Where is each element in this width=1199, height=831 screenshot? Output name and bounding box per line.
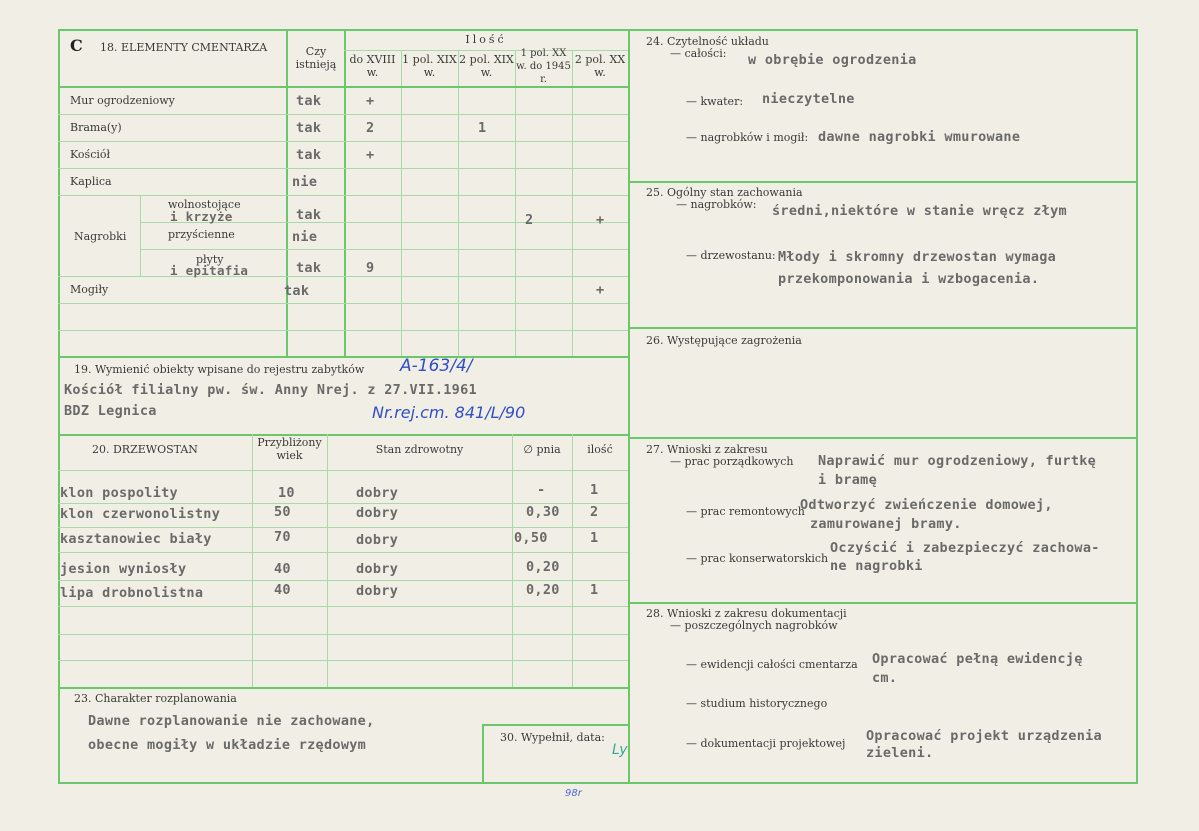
- sub-exists: tak: [296, 207, 322, 223]
- row-qty: +: [366, 93, 375, 109]
- grid-line: [58, 580, 628, 581]
- tree-health: dobry: [356, 583, 399, 599]
- register-handwritten-ref: A-163/4/: [400, 356, 473, 376]
- grid-line: [58, 434, 628, 436]
- grid-line: [286, 29, 288, 356]
- footer-mark: 98r: [565, 788, 582, 799]
- conclusion-value: Odtworzyć zwieńczenie domowej,: [800, 497, 1053, 513]
- grid-line: [58, 660, 628, 661]
- section-18-title: 18. ELEMENTY CMENTARZA: [100, 41, 268, 54]
- col-health-header: Stan zdrowotny: [375, 443, 464, 456]
- row-label: Mur ogrodzeniowy: [70, 94, 175, 107]
- documentation-value: cm.: [872, 670, 898, 686]
- mogily-label: Mogiły: [70, 283, 109, 296]
- grid-line: [58, 634, 628, 635]
- grid-line: [58, 687, 628, 689]
- sub-exists: nie: [292, 229, 318, 245]
- grid-line: [58, 276, 628, 277]
- grid-line: [58, 356, 628, 358]
- conclusion-label: — prac remontowych: [686, 505, 805, 518]
- tree-health: dobry: [356, 532, 399, 548]
- row-qty: +: [366, 147, 375, 163]
- nagrobki-label: Nagrobki: [74, 230, 127, 243]
- grid-line: [58, 330, 628, 331]
- row-qty: 2: [366, 120, 375, 136]
- condition-value: przekomponowania i wzbogacenia.: [778, 271, 1040, 287]
- readability-label: — całości:: [670, 47, 727, 60]
- readability-value: nieczytelne: [762, 91, 855, 107]
- readability-label: — kwater:: [686, 95, 744, 108]
- row-label: Kościół: [70, 148, 111, 161]
- grid-line: [58, 552, 628, 553]
- documentation-label: — poszczególnych nagrobków: [670, 619, 838, 632]
- grid-line: [58, 195, 628, 196]
- grid-line: [515, 50, 516, 356]
- grid-line: [572, 50, 573, 356]
- readability-value: w obrębie ogrodzenia: [748, 52, 917, 68]
- sub-typed-label: i epitafia: [170, 263, 249, 278]
- condition-label: — nagrobków:: [676, 198, 757, 211]
- tree-name: lipa drobnolistna: [60, 585, 204, 601]
- condition-label: — drzewostanu:: [686, 249, 776, 262]
- tree-count: 1: [590, 582, 599, 598]
- section-30-title: 30. Wypełnił, data:: [500, 731, 605, 744]
- sub-typed-label: i krzyże: [170, 209, 233, 224]
- row-exists: nie: [292, 174, 318, 190]
- col-qty-header: Ilość: [465, 33, 507, 46]
- row-exists: tak: [296, 93, 322, 109]
- period-header: 1 pol. XIX w.: [402, 53, 457, 79]
- col-exists-header: Czy istnieją: [295, 45, 337, 71]
- tree-diam: 0,30: [526, 504, 560, 520]
- grid-line: [58, 86, 628, 88]
- tree-health: dobry: [356, 485, 399, 501]
- conclusion-label: — prac porządkowych: [670, 455, 794, 468]
- mogily-exists: tak: [284, 283, 310, 299]
- period-header: do XVIII w.: [349, 53, 396, 79]
- tree-count: 1: [590, 482, 599, 498]
- readability-label: — nagrobków i mogił:: [686, 131, 809, 144]
- section-25-title: 25. Ogólny stan zachowania: [646, 186, 803, 199]
- section-letter: C: [70, 36, 83, 55]
- section-20-title: 20. DRZEWOSTAN: [92, 443, 198, 456]
- grid-line: [401, 50, 402, 356]
- documentation-label: — dokumentacji projektowej: [686, 737, 846, 750]
- section-23-title: 23. Charakter rozplanowania: [74, 692, 237, 705]
- filled-by-initials: Ly: [612, 742, 628, 758]
- grid-line: [58, 141, 628, 142]
- tree-count: 2: [590, 504, 599, 520]
- col-age-header: Przybliżony wiek: [257, 436, 322, 462]
- conclusion-value: Oczyścić i zabezpieczyć zachowa-: [830, 540, 1100, 556]
- period-header: 1 pol. XX w. do 1945 r.: [516, 48, 571, 85]
- grid-line: [58, 527, 628, 528]
- documentation-value: zieleni.: [866, 745, 934, 761]
- conclusion-value: Naprawić mur ogrodzeniowy, furtkę: [818, 453, 1097, 469]
- grid-line: [628, 602, 1138, 604]
- tree-age: 40: [274, 582, 291, 598]
- tree-name: kasztanowiec biały: [60, 531, 212, 547]
- tree-name: klon czerwonolistny: [60, 506, 221, 522]
- col-count-header: ilość: [587, 443, 613, 456]
- condition-value: Młody i skromny drzewostan wymaga: [778, 249, 1057, 265]
- grid-line: [628, 327, 1138, 329]
- sub-qty: 2: [525, 212, 534, 228]
- documentation-label: — studium historycznego: [686, 697, 828, 710]
- conclusion-value: ne nagrobki: [830, 558, 923, 574]
- grid-line: [58, 606, 628, 607]
- tree-diam: 0,20: [526, 582, 560, 598]
- grid-line: [482, 724, 484, 784]
- tree-name: klon pospolity: [60, 485, 178, 501]
- grid-line: [58, 114, 628, 115]
- tree-diam: 0,50: [514, 530, 548, 546]
- grid-line: [58, 303, 628, 304]
- grid-line: [628, 437, 1138, 439]
- sub-label: przyścienne: [168, 228, 235, 241]
- tree-diam: -: [537, 482, 546, 498]
- grid-line: [140, 249, 628, 250]
- period-header: 2 pol. XX w.: [574, 53, 626, 79]
- grid-line: [140, 195, 141, 276]
- conclusion-value: i bramę: [818, 472, 877, 488]
- grid-line: [512, 434, 513, 688]
- section-24-title: 24. Czytelność układu: [646, 35, 769, 48]
- grid-line: [327, 434, 328, 688]
- tree-age: 10: [278, 485, 295, 501]
- condition-value: średni,niektóre w stanie wręcz złym: [772, 203, 1067, 219]
- layout-line-2: obecne mogiły w układzie rzędowym: [88, 737, 367, 753]
- section-27-title: 27. Wnioski z zakresu: [646, 443, 768, 456]
- conclusion-value: zamurowanej bramy.: [810, 516, 962, 532]
- tree-age: 50: [274, 504, 291, 520]
- conclusion-label: — prac konserwatorskich: [686, 552, 829, 565]
- tree-diam: 0,20: [526, 559, 560, 575]
- tree-count: 1: [590, 530, 599, 546]
- period-header: 2 pol. XIX w.: [459, 53, 514, 79]
- grid-line: [58, 470, 628, 471]
- grid-line: [344, 50, 628, 51]
- grid-line: [458, 50, 459, 356]
- documentation-value: Opracować projekt urządzenia: [866, 728, 1102, 744]
- section-28-title: 28. Wnioski z zakresu dokumentacji: [646, 607, 847, 620]
- tree-age: 70: [274, 529, 291, 545]
- grid-line: [58, 168, 628, 169]
- section-26-title: 26. Występujące zagrożenia: [646, 334, 802, 347]
- sub-label: płyty: [196, 253, 224, 266]
- row-qty: 1: [478, 120, 487, 136]
- tree-health: dobry: [356, 505, 399, 521]
- tree-age: 40: [274, 561, 291, 577]
- register-line-1: Kościół filialny pw. św. Anny Nrej. z 27.VII.1961: [64, 382, 477, 398]
- documentation-label: — ewidencji całości cmentarza: [686, 658, 858, 671]
- main-divider: [628, 29, 630, 784]
- register-handwritten-note: Nr.rej.cm. 841/L/90: [372, 403, 526, 422]
- documentation-value: Opracować pełną ewidencję: [872, 651, 1083, 667]
- sub-exists: tak: [296, 260, 322, 276]
- tree-health: dobry: [356, 561, 399, 577]
- row-label: Brama(y): [70, 121, 122, 134]
- register-line-2: BDZ Legnica: [64, 403, 157, 419]
- mogily-qty: +: [596, 282, 605, 298]
- grid-line: [252, 434, 253, 688]
- tree-name: jesion wyniosły: [60, 561, 187, 577]
- layout-line-1: Dawne rozplanowanie nie zachowane,: [88, 713, 375, 729]
- grid-line: [482, 724, 628, 726]
- sub-qty: +: [596, 212, 605, 228]
- row-exists: tak: [296, 120, 322, 136]
- row-exists: tak: [296, 147, 322, 163]
- sub-label: wolnostojące: [168, 198, 241, 211]
- col-diam-header: ∅ pnia: [523, 443, 561, 456]
- readability-value: dawne nagrobki wmurowane: [818, 129, 1021, 145]
- section-19-title: 19. Wymienić obiekty wpisane do rejestru zabytków: [74, 363, 365, 376]
- row-label: Kaplica: [70, 175, 112, 188]
- sub-qty: 9: [366, 260, 375, 276]
- grid-line: [572, 434, 573, 688]
- grid-line: [628, 181, 1138, 183]
